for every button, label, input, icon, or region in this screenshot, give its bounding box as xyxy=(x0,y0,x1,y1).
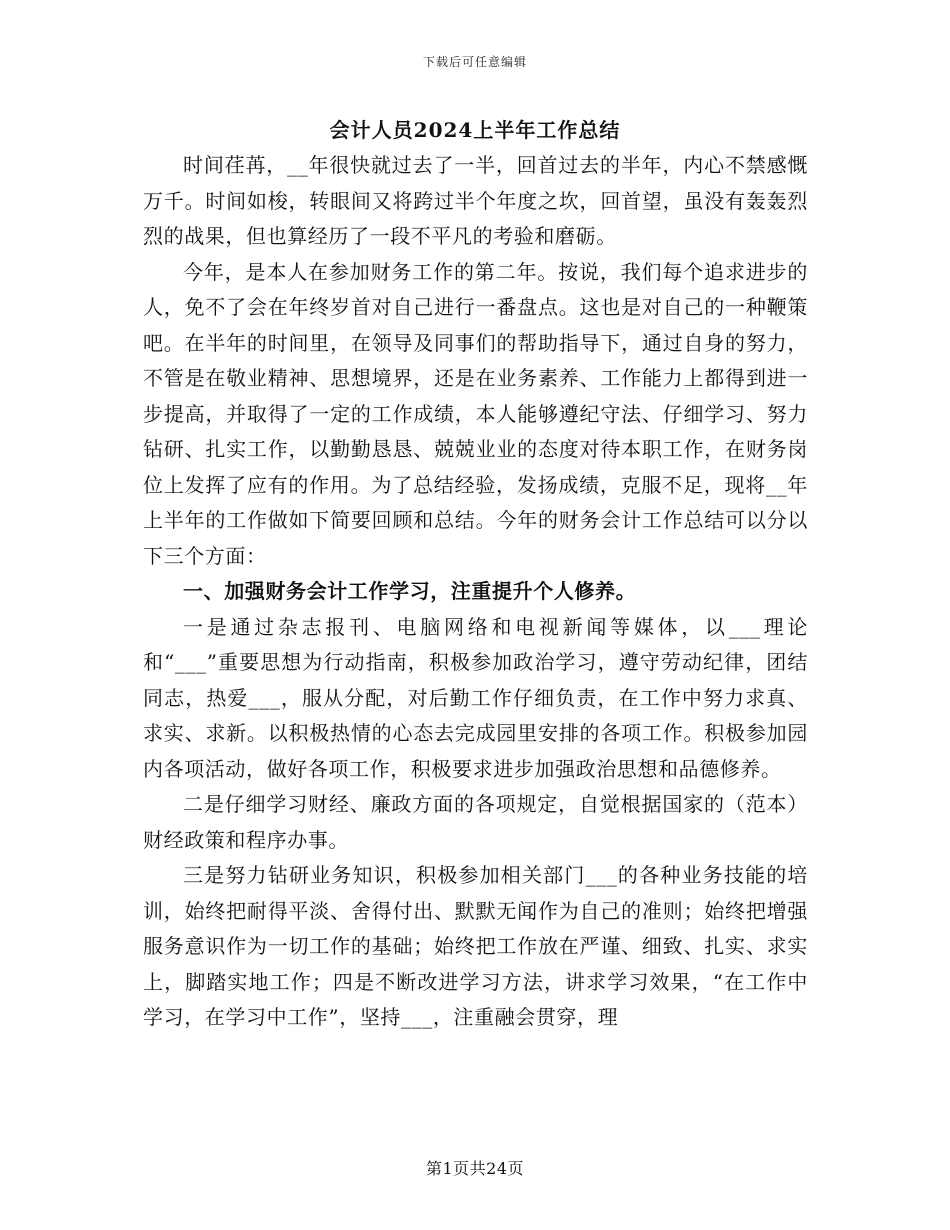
paragraph: 一是通过杂志报刊、电脑网络和电视新闻等媒体，以___理论和“___”重要思想为行动指南，积极参加政治学习，遵守劳动纪律，团结同志，热爱___，服从分配，对后勤工作仔细负责，在工作中努力求真、求实、求新。以积极热情的心态去完成园里安排的各项工作。积极参加园内各项活动，做好各项工作，积极要求进步加强政治思想和品德修养。 xyxy=(143,614,808,781)
document-title: 会计人员2024上半年工作总结 xyxy=(329,118,621,142)
document-body xyxy=(143,148,808,1036)
paragraph: 二是仔细学习财经、廉政方面的各项规定，自觉根据国家的（范本）财经政策和程序办事。 xyxy=(143,792,808,852)
header-note: 下载后可任意编辑 xyxy=(422,55,527,69)
page-indicator: 第1页共24页 xyxy=(425,1159,525,1178)
section-heading: 一、加强财务会计工作学习，注重提升个人修养。 xyxy=(183,579,637,603)
paragraph: 三是努力钻研业务知识，积极参加相关部门___的各种业务技能的培训，始终把耐得平淡、舍得付出、默默无闻作为自己的准则；始终把增强服务意识作为一切工作的基础；始终把工作放在严谨、细致、扎实、求实上，脚踏实地工作；四是不断改进学习方法，讲求学习效果，“在工作中学习，在学习中工作”，坚持___，注重融会贯穿，理 xyxy=(143,863,808,1029)
paragraph: 今年，是本人在参加财务工作的第二年。按说，我们每个追求进步的人，免不了会在年终岁首对自己进行一番盘点。这也是对自己的一种鞭策吧。在半年的时间里，在领导及同事们的帮助指导下，通过自身的努力，不管是在敬业精神、思想境界，还是在业务素养、工作能力上都得到进一步提高，并取得了一定的工作成绩，本人能够遵纪守法、仔细学习、努力钻研、扎实工作，以勤勤恳恳、兢兢业业的态度对待本职工作，在财务岗位上发挥了应有的作用。为了总结经验，发扬成绩，克服不足，现将__年上半年的工作做如下简要回顾和总结。今年的财务会计工作总结可以分以下三个方面： xyxy=(143,259,808,568)
paragraph: 时间荏苒，__年很快就过去了一半，回首过去的半年，内心不禁感慨万千。时间如梭，转眼间又将跨过半个年度之坎，回首望，虽没有轰轰烈烈的战果，但也算经历了一段不平凡的考验和磨砺。 xyxy=(143,153,808,248)
